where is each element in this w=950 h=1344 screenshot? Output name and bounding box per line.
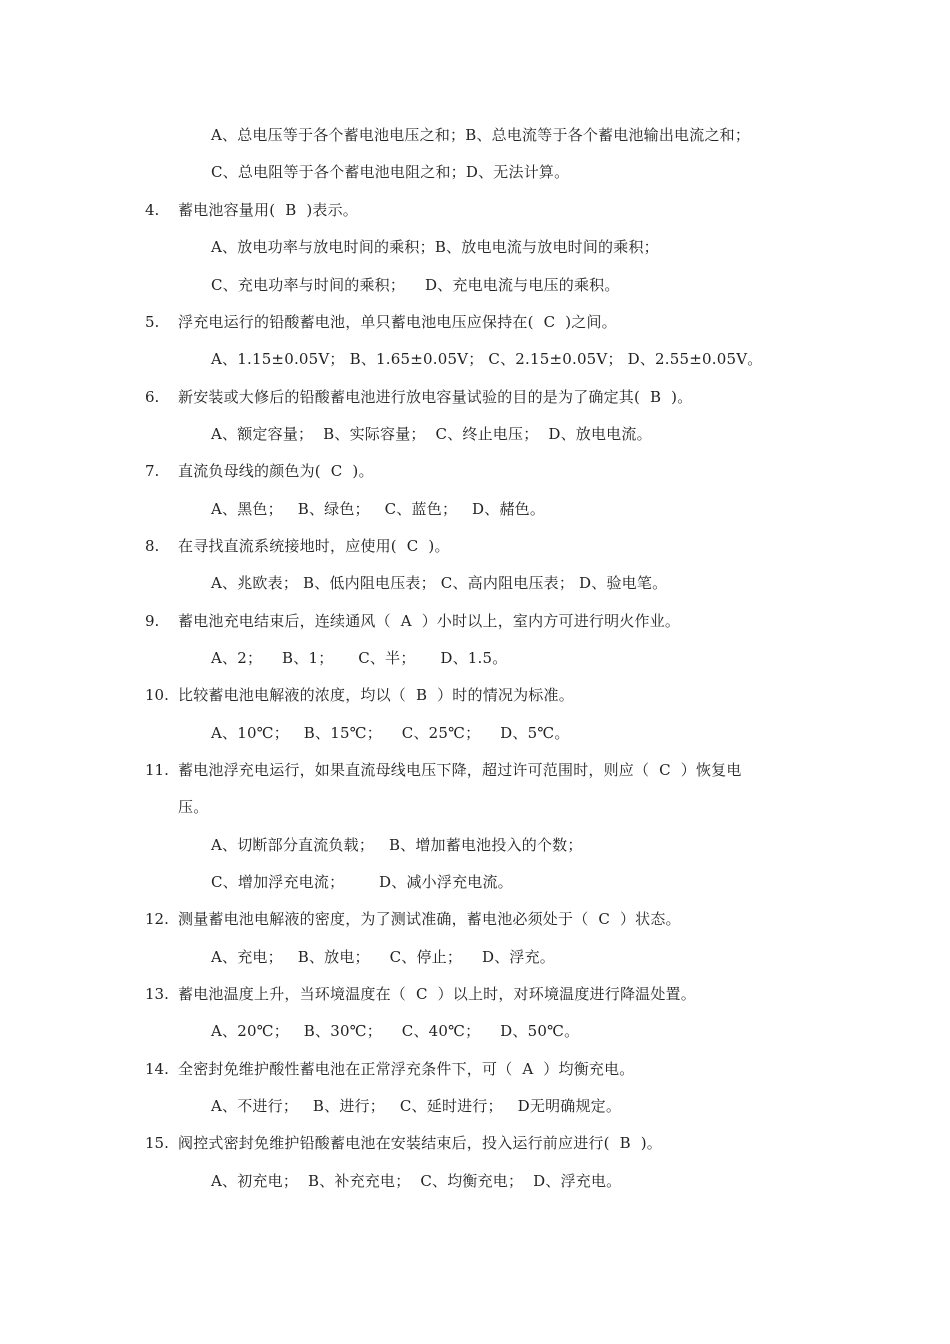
q11-option-line-1: A、切断部分直流负载； B、增加蓄电池投入的个数；	[211, 836, 583, 854]
q3-option-line-2: C、总电阻等于各个蓄电池电阻之和；D、无法计算。	[211, 163, 570, 181]
q12-option-line-1: A、充电； B、放电； C、停止； D、浮充。	[211, 948, 556, 966]
q14-stem: 全密封免维护酸性蓄电池在正常浮充条件下，可（ A ）均衡充电。	[178, 1060, 635, 1078]
q11-stem-line-1: 蓄电池浮充电运行，如果直流母线电压下降，超过许可范围时，则应（ C ）恢复电	[178, 761, 742, 779]
q15-number: 15.	[145, 1134, 169, 1152]
q9-option-line-1: A、2； B、1； C、半； D、1.5。	[211, 649, 508, 667]
q9-stem: 蓄电池充电结束后，连续通风（ A ）小时以上，室内方可进行明火作业。	[178, 612, 681, 630]
q13-stem: 蓄电池温度上升，当环境温度在（ C ）以上时，对环境温度进行降温处置。	[178, 985, 696, 1003]
q13-option-line-1: A、20℃； B、30℃； C、40℃； D、50℃。	[211, 1022, 580, 1040]
q4-option-line-2: C、充电功率与时间的乘积； D、充电电流与电压的乘积。	[211, 276, 620, 294]
q14-number: 14.	[145, 1060, 169, 1078]
q11-stem-line-2: 压。	[178, 798, 209, 816]
q8-stem: 在寻找直流系统接地时，应使用( C )。	[178, 537, 450, 555]
q9-number: 9.	[145, 612, 160, 630]
q6-stem: 新安装或大修后的铅酸蓄电池进行放电容量试验的目的是为了确定其( B )。	[178, 388, 693, 406]
q7-option-line-1: A、黑色； B、绿色； C、蓝色； D、赭色。	[211, 500, 546, 518]
q6-option-line-1: A、额定容量； B、实际容量； C、终止电压； D、放电电流。	[211, 425, 652, 443]
q15-stem: 阀控式密封免维护铅酸蓄电池在安装结束后，投入运行前应进行( B )。	[178, 1134, 663, 1152]
q8-option-line-1: A、兆欧表； B、低内阻电压表； C、高内阻电压表； D、验电笔。	[211, 574, 668, 592]
q13-number: 13.	[145, 985, 169, 1003]
q7-number: 7.	[145, 462, 160, 480]
q5-number: 5.	[145, 313, 160, 331]
q4-number: 4.	[145, 201, 160, 219]
q10-option-line-1: A、10℃； B、15℃； C、25℃； D、5℃。	[211, 724, 570, 742]
q11-number: 11.	[145, 761, 169, 779]
q12-stem: 测量蓄电池电解液的密度，为了测试准确，蓄电池必须处于（ C ）状态。	[178, 910, 681, 928]
q10-number: 10.	[145, 686, 169, 704]
q5-stem: 浮充电运行的铅酸蓄电池，单只蓄电池电压应保持在( C )之间。	[178, 313, 617, 331]
q7-stem: 直流负母线的颜色为( C )。	[178, 462, 374, 480]
q6-number: 6.	[145, 388, 160, 406]
q11-option-line-2: C、增加浮充电流； D、减小浮充电流。	[211, 873, 513, 891]
q4-option-line-1: A、放电功率与放电时间的乘积；B、放电电流与放电时间的乘积；	[211, 238, 659, 256]
q5-option-line-1: A、1.15±0.05V； B、1.65±0.05V； C、2.15±0.05V； D、2.55±0.05V。	[211, 350, 763, 368]
q10-stem: 比较蓄电池电解液的浓度，均以（ B ）时的情况为标准。	[178, 686, 574, 704]
q15-option-line-1: A、初充电； B、补充充电； C、均衡充电； D、浮充电。	[211, 1172, 622, 1190]
q8-number: 8.	[145, 537, 160, 555]
q14-option-line-1: A、不进行； B、进行； C、延时进行； D无明确规定。	[211, 1097, 622, 1115]
q3-option-line-1: A、总电压等于各个蓄电池电压之和；B、总电流等于各个蓄电池输出电流之和；	[211, 126, 751, 144]
q4-stem: 蓄电池容量用( B )表示。	[178, 201, 359, 219]
q12-number: 12.	[145, 910, 169, 928]
